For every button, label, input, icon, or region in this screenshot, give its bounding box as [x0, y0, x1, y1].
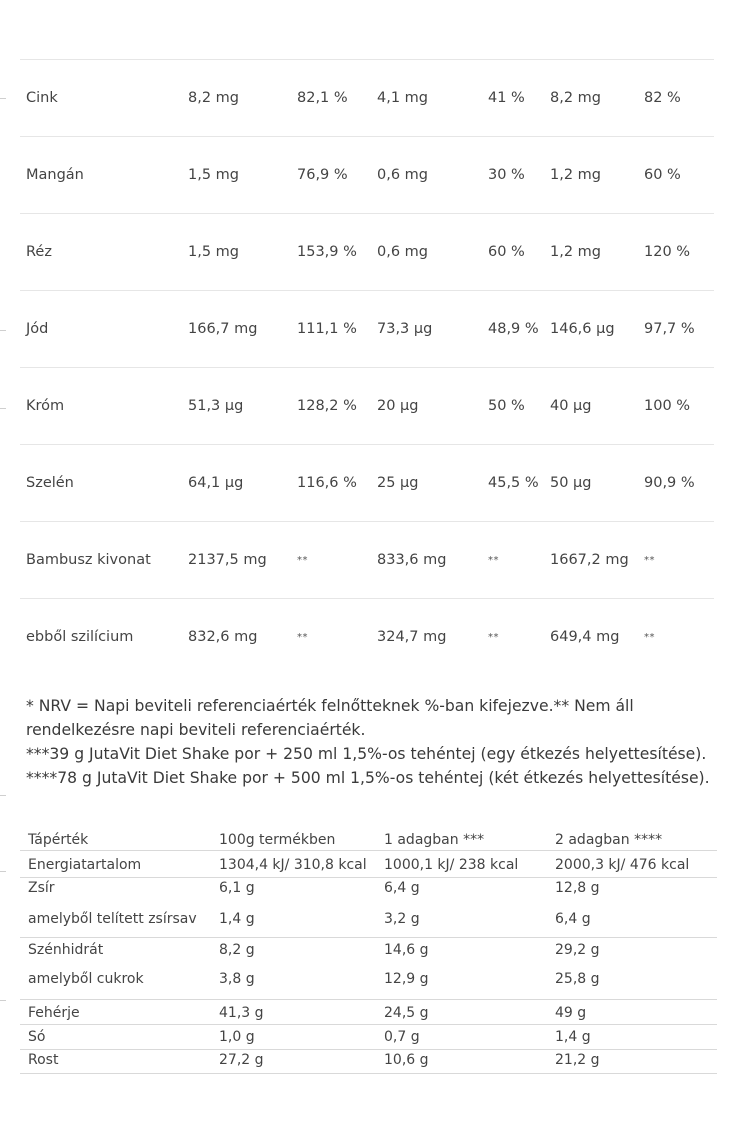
nrv-100g: 116,6 % — [297, 475, 357, 491]
footnotes — [26, 694, 716, 790]
mineral-name: Cink — [26, 90, 58, 106]
value-2-servings: 649,4 mg — [550, 629, 620, 645]
table-row — [20, 1050, 717, 1074]
edge-tick — [0, 1000, 6, 1001]
value-1-serving: 1000,1 kJ/ 238 kcal — [384, 857, 519, 873]
value-1-serving: 833,6 mg — [377, 552, 447, 568]
nutrient-name: Rost — [28, 1052, 59, 1068]
mineral-name: Jód — [26, 321, 49, 337]
value-1-serving: 12,9 g — [384, 971, 429, 987]
table-row — [20, 850, 717, 878]
value-1-serving: 324,7 mg — [377, 629, 447, 645]
nutrient-name: Só — [28, 1029, 46, 1045]
nrv-100g: ** — [297, 555, 308, 566]
value-100g: 64,1 µg — [188, 475, 244, 491]
mineral-name: Réz — [26, 244, 52, 260]
mineral-name: Mangán — [26, 167, 84, 183]
table-row — [20, 598, 714, 676]
value-100g: 6,1 g — [219, 880, 255, 896]
nrv-1-serving: 60 % — [488, 244, 525, 260]
nrv-2-servings: ** — [644, 632, 655, 643]
value-2-servings: 21,2 g — [555, 1052, 600, 1068]
mineral-name: Króm — [26, 398, 65, 414]
value-100g: 8,2 g — [219, 942, 255, 958]
header-1-serving: 1 adagban *** — [384, 832, 485, 848]
nrv-2-servings: 60 % — [644, 167, 681, 183]
value-1-serving: 20 µg — [377, 398, 419, 414]
nrv-1-serving: 30 % — [488, 167, 525, 183]
nrv-100g: 128,2 % — [297, 398, 357, 414]
value-1-serving: 10,6 g — [384, 1052, 429, 1068]
value-100g: 2137,5 mg — [188, 552, 267, 568]
value-2-servings: 50 µg — [550, 475, 592, 491]
nrv-1-serving: 41 % — [488, 90, 525, 106]
nrv-1-serving: 48,9 % — [488, 321, 539, 337]
value-100g: 1,5 mg — [188, 167, 239, 183]
footnote-one-serving: ***39 g JutaVit Diet Shake por + 250 ml 1,5%-os tehéntej (egy étkezés helyettesítése). — [26, 745, 707, 763]
nutrient-name: Fehérje — [28, 1005, 80, 1021]
value-1-serving: 25 µg — [377, 475, 419, 491]
nutrient-name: amelyből cukrok — [28, 971, 144, 987]
value-2-servings: 146,6 µg — [550, 321, 615, 337]
table-row — [20, 877, 717, 907]
table-row — [20, 136, 714, 214]
table-row — [20, 213, 714, 291]
nutrient-name: Energiatartalom — [28, 857, 142, 873]
nrv-2-servings: 120 % — [644, 244, 691, 260]
value-100g: 832,6 mg — [188, 629, 258, 645]
nrv-1-serving: ** — [488, 632, 499, 643]
mineral-name: ebből szilícium — [26, 629, 134, 645]
nrv-100g: 153,9 % — [297, 244, 357, 260]
value-1-serving: 24,5 g — [384, 1005, 429, 1021]
value-2-servings: 8,2 mg — [550, 90, 601, 106]
value-1-serving: 3,2 g — [384, 911, 420, 927]
table-row — [20, 968, 717, 1000]
table-row — [20, 907, 717, 938]
edge-tick — [0, 98, 6, 99]
header-2-servings: 2 adagban **** — [555, 832, 663, 848]
table-header-row — [20, 828, 717, 850]
value-2-servings: 40 µg — [550, 398, 592, 414]
nutrient-name: Zsír — [28, 880, 55, 896]
footnote-nrv: * NRV = Napi beviteli referenciaérték felnőtteknek %-ban kifejezve.** Nem áll rendelkezésre napi beviteli referenciaérték. — [26, 697, 634, 739]
edge-tick — [0, 795, 6, 796]
edge-tick — [0, 408, 6, 409]
nrv-100g: 82,1 % — [297, 90, 348, 106]
nrv-100g: 111,1 % — [297, 321, 357, 337]
nrv-2-servings: 100 % — [644, 398, 691, 414]
edge-tick — [0, 871, 6, 872]
value-2-servings: 1,2 mg — [550, 244, 601, 260]
value-100g: 51,3 µg — [188, 398, 244, 414]
footnote-two-servings: ****78 g JutaVit Diet Shake por + 500 ml 1,5%-os tehéntej (két étkezés helyettesítése). — [26, 769, 710, 787]
value-2-servings: 12,8 g — [555, 880, 600, 896]
value-2-servings: 1,2 mg — [550, 167, 601, 183]
value-1-serving: 4,1 mg — [377, 90, 428, 106]
value-2-servings: 49 g — [555, 1005, 587, 1021]
table-row — [20, 938, 717, 968]
table-row — [20, 444, 714, 522]
nrv-1-serving: ** — [488, 555, 499, 566]
table-row — [20, 1000, 717, 1025]
header-nutrient: Tápérték — [28, 832, 89, 848]
value-2-servings: 25,8 g — [555, 971, 600, 987]
nrv-2-servings: 90,9 % — [644, 475, 695, 491]
value-1-serving: 0,6 mg — [377, 167, 428, 183]
value-1-serving: 73,3 µg — [377, 321, 433, 337]
value-100g: 166,7 mg — [188, 321, 258, 337]
nrv-1-serving: 50 % — [488, 398, 525, 414]
value-100g: 3,8 g — [219, 971, 255, 987]
value-100g: 1,0 g — [219, 1029, 255, 1045]
value-100g: 8,2 mg — [188, 90, 239, 106]
table-row — [20, 59, 714, 137]
nrv-2-servings: 97,7 % — [644, 321, 695, 337]
value-2-servings: 29,2 g — [555, 942, 600, 958]
value-100g: 1304,4 kJ/ 310,8 kcal — [219, 857, 367, 873]
nrv-100g: ** — [297, 632, 308, 643]
value-1-serving: 14,6 g — [384, 942, 429, 958]
value-2-servings: 2000,3 kJ/ 476 kcal — [555, 857, 690, 873]
value-2-servings: 1667,2 mg — [550, 552, 629, 568]
edge-tick — [0, 330, 6, 331]
mineral-name: Bambusz kivonat — [26, 552, 151, 568]
value-100g: 41,3 g — [219, 1005, 264, 1021]
value-2-servings: 1,4 g — [555, 1029, 591, 1045]
table-row — [20, 521, 714, 599]
value-100g: 1,4 g — [219, 911, 255, 927]
nrv-100g: 76,9 % — [297, 167, 348, 183]
nutrient-name: amelyből telített zsírsav — [28, 911, 197, 927]
value-2-servings: 6,4 g — [555, 911, 591, 927]
mineral-name: Szelén — [26, 475, 74, 491]
nrv-1-serving: 45,5 % — [488, 475, 539, 491]
nrv-2-servings: 82 % — [644, 90, 681, 106]
table-row — [20, 290, 714, 368]
value-1-serving: 0,7 g — [384, 1029, 420, 1045]
header-100g: 100g termékben — [219, 832, 336, 848]
value-100g: 1,5 mg — [188, 244, 239, 260]
value-1-serving: 0,6 mg — [377, 244, 428, 260]
value-1-serving: 6,4 g — [384, 880, 420, 896]
value-100g: 27,2 g — [219, 1052, 264, 1068]
table-row — [20, 1025, 717, 1050]
table-row — [20, 367, 714, 445]
nutrient-name: Szénhidrát — [28, 942, 104, 958]
nrv-2-servings: ** — [644, 555, 655, 566]
